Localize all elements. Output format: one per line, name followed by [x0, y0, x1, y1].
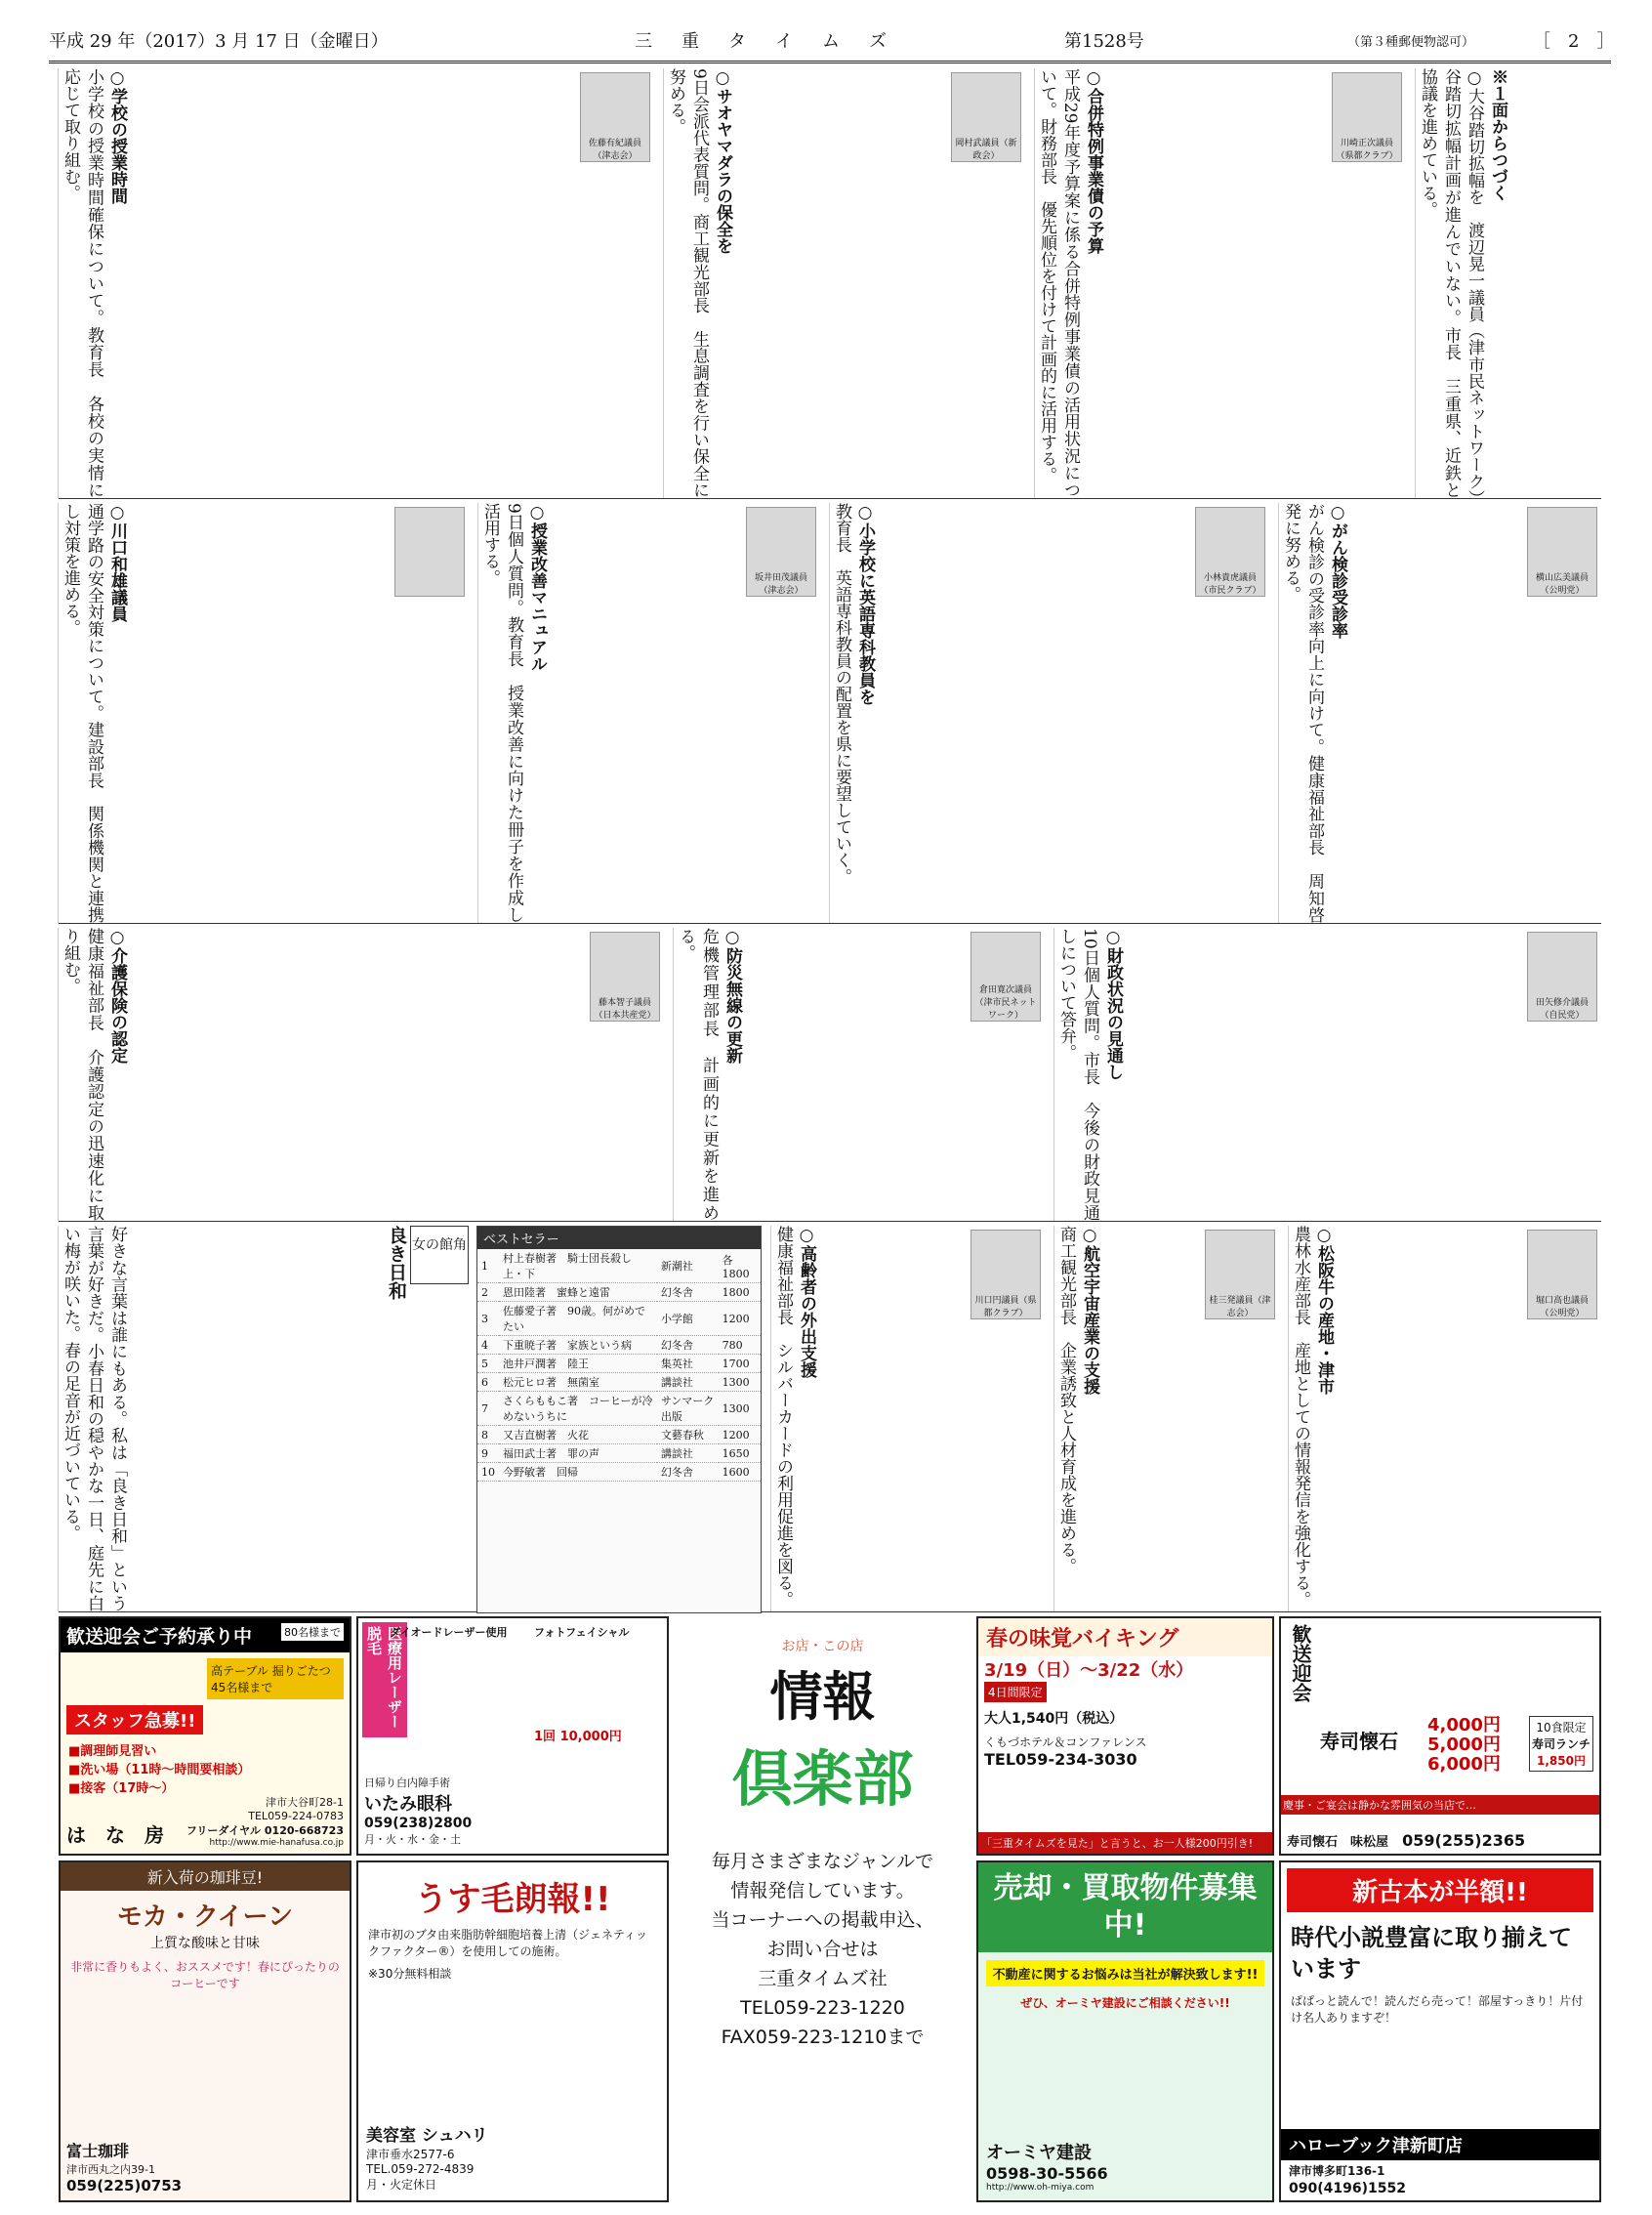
- article: [1053, 928, 1601, 1221]
- bestseller-title: 又吉直樹著 火花: [499, 1426, 657, 1444]
- ad-fuji-coffee: [59, 1860, 351, 2202]
- bestseller-title: ベストセラー: [477, 1227, 761, 1249]
- article-body: ○介護保険の認定 健康福祉部長 介護認定の迅速化に取り組む。: [61, 928, 127, 1221]
- ad-jobs: ■調理師見習い ■洗い場（11時〜時間要相談） ■接客（17時〜）: [68, 1744, 251, 1796]
- ad-sub: 時代小説豊富に取り揃えています: [1291, 1924, 1572, 1983]
- portrait-photo: [394, 507, 465, 597]
- article: [58, 68, 654, 498]
- bestseller-row: [477, 1283, 761, 1302]
- bestseller-price: 1300: [719, 1373, 761, 1392]
- article: [770, 1226, 1045, 1611]
- article: [663, 68, 1025, 498]
- bestseller-title: 村上春樹著 騎士団長殺し 上・下: [499, 1249, 657, 1283]
- bestseller-price: 1300: [719, 1392, 761, 1426]
- ad-tel: 090(4196)1552: [1289, 2181, 1406, 2196]
- bestseller-rank: 2: [477, 1283, 499, 1302]
- ad-days: 4日間限定: [984, 1682, 1047, 1702]
- paper-name: 三 重 タ イ ム ズ: [635, 31, 892, 52]
- bestseller-rank: 10: [477, 1463, 499, 1482]
- bestseller-price: 1650: [719, 1444, 761, 1463]
- ad-title: 売却・買取物件募集中!: [978, 1862, 1272, 1952]
- article-body: ○高齢者の外出支援 健康福祉部長 シルバーカードの利用促進を図る。: [773, 1226, 816, 1608]
- bestseller-pub: 幻冬舎: [657, 1336, 719, 1355]
- ad-note: ※30分無料相談: [368, 1967, 452, 1981]
- ad-price-2: 5,000円: [1427, 1734, 1501, 1755]
- ad-address: 津市大谷町28-1: [266, 1796, 344, 1809]
- portrait-photo: 藤本智子議員（日本共産党）: [590, 932, 660, 1022]
- bestseller-rank: 4: [477, 1336, 499, 1355]
- ad-sub: ダイオードレーザー使用: [390, 1626, 508, 1639]
- column-title: 良き日和: [386, 1226, 407, 1300]
- ad-tel: 059(255)2365: [1402, 1831, 1526, 1850]
- ad-dates: 3/19（日）〜3/22（水）: [984, 1660, 1194, 1681]
- ad-price-3: 6,000円: [1427, 1754, 1501, 1775]
- joho-tag: お店・この店: [781, 1639, 864, 1654]
- bestseller-pub: 文藝春秋: [657, 1426, 719, 1444]
- ad-note: 慶事・ご宴会は静かな雰囲気の当店で…: [1281, 1795, 1599, 1815]
- portrait-photo: 小林貴虎議員（市民クラブ）: [1195, 507, 1265, 597]
- bestseller-rank: 9: [477, 1444, 499, 1463]
- ad-course: 寿司懐石: [1320, 1730, 1398, 1753]
- bestseller-table: [477, 1249, 761, 1482]
- bestseller-price: 1800: [719, 1283, 761, 1302]
- portrait-photo: 岡村武議員（新政会）: [951, 72, 1021, 162]
- ad-desc: 津市初のブタ由来脂肪幹細胞培養上清（ジェネティックファクター®）を使用しての施術。: [368, 1928, 647, 1958]
- issue-date: 平成 29 年（2017）3 月 17 日（金曜日）: [49, 31, 389, 52]
- ad-clinic-sub: 日帰り白内障手術: [364, 1776, 450, 1789]
- article: [1053, 1226, 1279, 1611]
- portrait-photo: 川崎正次議員（県都クラブ）: [1332, 72, 1402, 162]
- article: [1288, 1226, 1601, 1611]
- ad-price: 1回 10,000円: [534, 1730, 622, 1744]
- ad-title: 新入荷の珈琲豆!: [61, 1862, 350, 1891]
- ad-tel: TEL059-234-3030: [984, 1750, 1137, 1769]
- ad-shop-name: 富士珈琲: [66, 2142, 130, 2160]
- bestseller-title: 恩田陸著 蜜蜂と遠雷: [499, 1283, 657, 1302]
- article-body: ○防災無線の更新 危機管理部長 計画的に更新を進める。: [676, 928, 742, 1221]
- column-logo: 女の館角: [410, 1226, 469, 1284]
- column: [58, 1226, 469, 1611]
- ad-address: 津市博多町136-1: [1289, 2164, 1385, 2178]
- bestseller-row: [477, 1355, 761, 1373]
- article-body: ※１面からつづく ○大谷踏切拡幅を 渡辺晃一議員（津市民ネットワーク） 谷踏切拡幅計画が進んでいない。市長 三重県、近鉄と協議を進めている。: [1418, 68, 1507, 515]
- page-number: ［ 2 ］: [1533, 31, 1615, 52]
- bestseller-price: 各1800: [719, 1249, 761, 1283]
- bestseller-rank: 7: [477, 1392, 499, 1426]
- article-body: ○小学校に英語専科教員を 教育長 英語専科教員の配置を県に要望していく。: [832, 503, 875, 885]
- ad-shuhari: [356, 1860, 669, 2202]
- bestseller-title: 福田武士著 罪の声: [499, 1444, 657, 1463]
- article: [1415, 68, 1601, 515]
- ad-company: オーミヤ建設: [986, 2143, 1092, 2163]
- article: [1034, 68, 1406, 498]
- portrait-photo: 堀口高也議員（公明党）: [1527, 1230, 1597, 1319]
- ad-sub2: フォトフェイシャル: [534, 1626, 630, 1639]
- bestseller-price: 1600: [719, 1463, 761, 1482]
- article-body: ○がん検診受診率 がん検診の受診率向上に向けて。健康福祉部長 周知啓発に努める。: [1281, 503, 1347, 923]
- bestseller-pub: 幻冬舎: [657, 1463, 719, 1482]
- ad-note: 高テーブル 掘りごたつ 45名様まで: [207, 1658, 344, 1699]
- bestseller-pub: 新潮社: [657, 1249, 719, 1283]
- ad-price: 大人1,540円（税込）: [984, 1711, 1124, 1727]
- bestseller-price: 780: [719, 1336, 761, 1355]
- portrait-photo: 川口円議員（県都クラブ）: [971, 1230, 1041, 1319]
- ad-title: 新古本が半額!!: [1287, 1868, 1593, 1912]
- ad-shop-name: 美容室 シュハリ: [366, 2126, 488, 2146]
- ad-title: 春の味覚バイキング: [978, 1618, 1272, 1656]
- article-row-3: [59, 928, 1601, 1222]
- ad-tel: TEL.059-272-4839: [366, 2162, 475, 2176]
- ad-shop-name: は な 房: [66, 1823, 164, 1847]
- article: [829, 503, 1269, 923]
- ad-product: モカ・クイーン: [116, 1902, 294, 1932]
- article-body: ○川口和雄議員 通学路の安全対策について。建設部長 関係機関と連携し対策を進める。: [61, 503, 127, 923]
- ad-lunch-title: 10食限定: [1536, 1721, 1587, 1734]
- portrait-photo: 坂井田茂議員（津志会）: [746, 507, 816, 597]
- bestseller-row: [477, 1302, 761, 1336]
- bestseller-title: 池井戸潤著 陸王: [499, 1355, 657, 1373]
- newspaper-header: [49, 21, 1615, 63]
- ad-omiya: [976, 1860, 1274, 2202]
- ad-joho-club: [674, 1616, 971, 2202]
- bestseller-row: [477, 1249, 761, 1283]
- bestseller-rank: 8: [477, 1426, 499, 1444]
- license-note: （第３種郵便物認可）: [1347, 35, 1475, 50]
- ad-hours: 月・火・水・金・土: [364, 1833, 461, 1846]
- ad-lunch: 寿司ランチ: [1531, 1737, 1590, 1751]
- article-row-2: [59, 503, 1601, 924]
- joho-title: 情報: [769, 1666, 876, 1728]
- bestseller-pub: 講談社: [657, 1444, 719, 1463]
- portrait-photo: 佐藤有紀議員（津志会）: [580, 72, 650, 162]
- bestseller-row: [477, 1463, 761, 1482]
- bestseller-pub: 幻冬舎: [657, 1283, 719, 1302]
- issue-number: 第1528号: [1064, 31, 1144, 52]
- article: [58, 503, 469, 923]
- article-row-1: [59, 68, 1601, 515]
- ad-tel: TEL059-224-0783: [248, 1810, 344, 1822]
- ad-shop-name: ハローブック津新町店: [1281, 2129, 1599, 2160]
- bestseller-title: 今野敏著 回帰: [499, 1463, 657, 1482]
- ad-address: 津市西丸之内39-1: [66, 2163, 155, 2176]
- article: [58, 928, 664, 1221]
- article-body: ○学校の授業時間 小学校の授業時間確保について。教育長 各校の実情に応じて取り組む。: [61, 68, 127, 498]
- bestseller-rank: 3: [477, 1302, 499, 1336]
- ad-title: うす毛朗報!!: [414, 1880, 611, 1919]
- ad-note: 「三重タイムズを見た」と言うと、お一人様200円引き!: [978, 1832, 1272, 1854]
- portrait-photo: 桂三発議員（津志会）: [1205, 1230, 1275, 1319]
- ad-hellobook: [1279, 1860, 1601, 2202]
- article-body: ○財政状況の見通し 10日個人質問。市長 今後の財政見通しについて答弁。: [1056, 928, 1123, 1221]
- bestseller-row: [477, 1426, 761, 1444]
- ad-note: 非常に香りもよく、おススメです！春にぴったりのコーヒーです: [70, 1960, 340, 1990]
- bestseller-row: [477, 1392, 761, 1426]
- ad-title: 医療用レーザー脱毛: [362, 1622, 407, 1737]
- ad-tel: 0598-30-5566: [986, 2164, 1108, 2183]
- bestseller-rank: 6: [477, 1373, 499, 1392]
- bestseller-rank: 5: [477, 1355, 499, 1373]
- bestseller-row: [477, 1336, 761, 1355]
- ad-lunch-price: 1,850円: [1537, 1754, 1586, 1768]
- ad-url[interactable]: http://www.mie-hanafusa.co.jp: [209, 1838, 344, 1848]
- ad-badge: 80名様まで: [281, 1623, 344, 1641]
- ad-freedial: フリーダイヤル 0120-668723: [186, 1824, 344, 1837]
- bestseller-row: [477, 1444, 761, 1463]
- bestseller-row: [477, 1373, 761, 1392]
- article-body: ○授業改善マニュアル 9日個人質問。教育長 授業改善に向けた冊子を作成し活用する。: [480, 503, 547, 923]
- ad-staff: スタッフ急募!!: [66, 1705, 203, 1734]
- article: [673, 928, 1045, 1221]
- article-row-4: [59, 1226, 1601, 1612]
- article-body: ○合併特例事業債の予算 平成29年度予算案に係る合併特例事業債の活用状況について。財務部長 優先順位を付けて計画的に活用する。: [1037, 68, 1103, 498]
- bestseller-price: 1700: [719, 1355, 761, 1373]
- joho-lines: 毎月さまざまなジャンルで 情報発信しています。 当コーナーへの掲載申込、 お問い合せは 三重タイムズ社 TEL059-223-1220 FAX059-223-1210まで: [711, 1851, 934, 2048]
- ad-shop-name: 寿司懐石 味松屋: [1287, 1835, 1389, 1850]
- ad-tel: 059(225)0753: [66, 2177, 183, 2194]
- portrait-photo: 横山広美議員（公明党）: [1527, 507, 1597, 597]
- bestseller-pub: サンマーク出版: [657, 1392, 719, 1426]
- ad-desc: 上質な酸味と甘味: [150, 1936, 260, 1951]
- bestseller-title: 下重暁子著 家族という病: [499, 1336, 657, 1355]
- bestseller-title: さくらももこ著 コーヒーが冷めないうちに: [499, 1392, 657, 1426]
- ad-itami: [356, 1616, 669, 1856]
- ad-closed: 月・火定休日: [366, 2178, 437, 2192]
- ad-kumozu: [976, 1616, 1274, 1856]
- bestseller-pub: 小学館: [657, 1302, 719, 1336]
- bestseller-price: 1200: [719, 1426, 761, 1444]
- article: [1278, 503, 1601, 923]
- ad-price-1: 4,000円: [1427, 1715, 1501, 1735]
- bestseller-box: [476, 1226, 762, 1613]
- ad-url[interactable]: http://www.oh-miya.com: [986, 2183, 1094, 2193]
- ad-title: 歓送迎会: [1289, 1624, 1312, 1702]
- article-body: ○航空宇宙産業の支援 商工観光部長 企業誘致と人材育成を進める。: [1056, 1226, 1099, 1574]
- bestseller-pub: 集英社: [657, 1355, 719, 1373]
- ad-matsuya: [1279, 1616, 1601, 1856]
- ad-sub2: ぜひ、オーミヤ建設にご相談ください!!: [1020, 1996, 1230, 2010]
- joho-title2: 倶楽部: [731, 1743, 914, 1815]
- bestseller-title: 松元ヒロ著 無菌室: [499, 1373, 657, 1392]
- bestseller-price: 1200: [719, 1302, 761, 1336]
- ad-title: 歓送迎会ご予約承り中: [61, 1618, 350, 1652]
- ad-tel: 059(238)2800: [364, 1816, 473, 1831]
- portrait-photo: 田矢修介議員（自民党）: [1527, 932, 1597, 1022]
- ad-clinic-name: いたみ眼科: [364, 1794, 452, 1815]
- ad-note: ぱぱっと読んで！読んだら売って！部屋すっきり！片付け名人ありますぞ！: [1291, 1994, 1584, 2025]
- article-body: ○松阪牛の産地・津市 農林水産部長 産地としての情報発信を強化する。: [1291, 1226, 1334, 1608]
- article-body: ○サオヤマダラの保全を 9日会派代表質問。商工観光部長 生息調査を行い保全に努める。: [666, 68, 732, 498]
- article: [477, 503, 820, 923]
- bestseller-title: 佐藤愛子著 90歳。何がめでたい: [499, 1302, 657, 1336]
- column-body: 好きな言葉は誰にもある。私は「良き日和」という言葉が好きだ。小春日和の穏やかな一日、庭先に白い梅が咲いた。春の足音が近づいている。: [61, 1226, 127, 1611]
- ad-sub: 不動産に関するお悩みは当社が解決致します!!: [986, 1960, 1264, 1986]
- bestseller-pub: 講談社: [657, 1373, 719, 1392]
- ad-hanafusa: [59, 1616, 351, 1856]
- ad-address: 津市垂水2577-6: [366, 2148, 455, 2161]
- ad-hotel: くもづホテル＆コンファレンス: [984, 1735, 1147, 1749]
- portrait-photo: 倉田寛次議員（津市民ネットワーク）: [971, 932, 1041, 1022]
- bestseller-rank: 1: [477, 1249, 499, 1283]
